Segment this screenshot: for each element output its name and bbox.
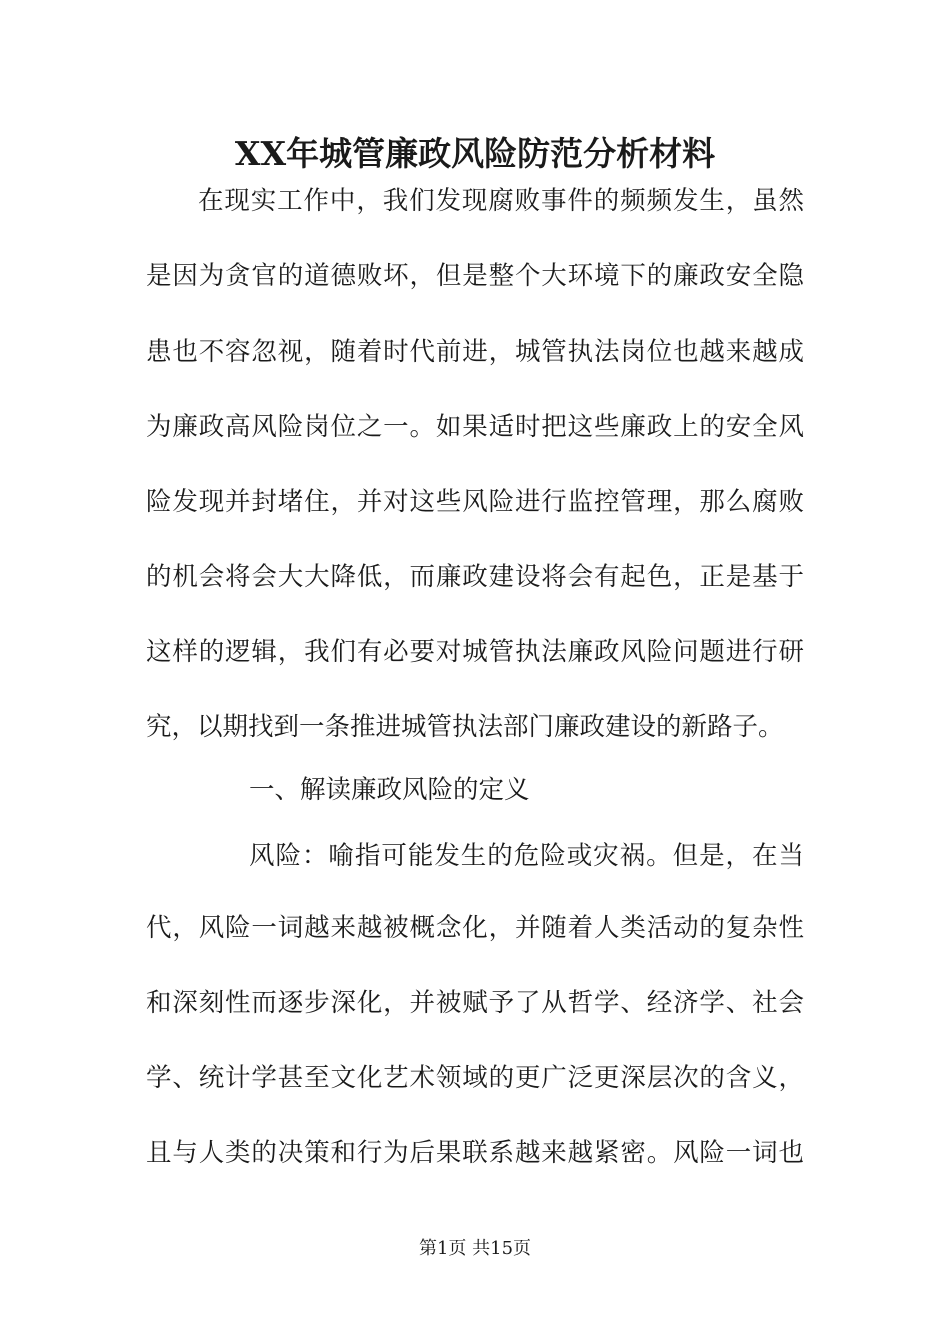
paragraph-line: 为廉政高风险岗位之一。如果适时把这些廉政上的安全风	[146, 412, 804, 442]
paragraph-line: 这样的逻辑，我们有必要对城管执法廉政风险问题进行研	[146, 637, 804, 667]
section-heading: 一、解读廉政风险的定义	[249, 775, 530, 805]
page-number-footer: 第1页 共15页	[418, 1238, 532, 1259]
paragraph-line: 是因为贪官的道德败坏，但是整个大环境下的廉政安全隐	[146, 261, 804, 291]
paragraph-line: 和深刻性而逐步深化，并被赋予了从哲学、经济学、社会	[146, 988, 804, 1018]
paragraph-line: 险发现并封堵住，并对这些风险进行监控管理，那么腐败	[146, 487, 804, 517]
paragraph-line: 且与人类的决策和行为后果联系越来越紧密。风险一词也	[146, 1138, 804, 1168]
paragraph-line: 学、统计学甚至文化艺术领域的更广泛更深层次的含义，	[146, 1063, 804, 1093]
paragraph-line: 风险：喻指可能发生的危险或灾祸。但是，在当	[249, 841, 804, 871]
paragraph-line: 患也不容忽视，随着时代前进，城管执法岗位也越来越成	[146, 337, 804, 367]
paragraph-line: 在现实工作中，我们发现腐败事件的频频发生，虽然	[198, 186, 804, 216]
paragraph-line: 代，风险一词越来越被概念化，并随着人类活动的复杂性	[146, 913, 804, 943]
paragraph-line: 究，以期找到一条推进城管执法部门廉政建设的新路子。	[146, 712, 784, 742]
document-title: XX年城管廉政风险防范分析材料	[234, 134, 716, 173]
paragraph-line: 的机会将会大大降低，而廉政建设将会有起色，正是基于	[146, 562, 804, 592]
